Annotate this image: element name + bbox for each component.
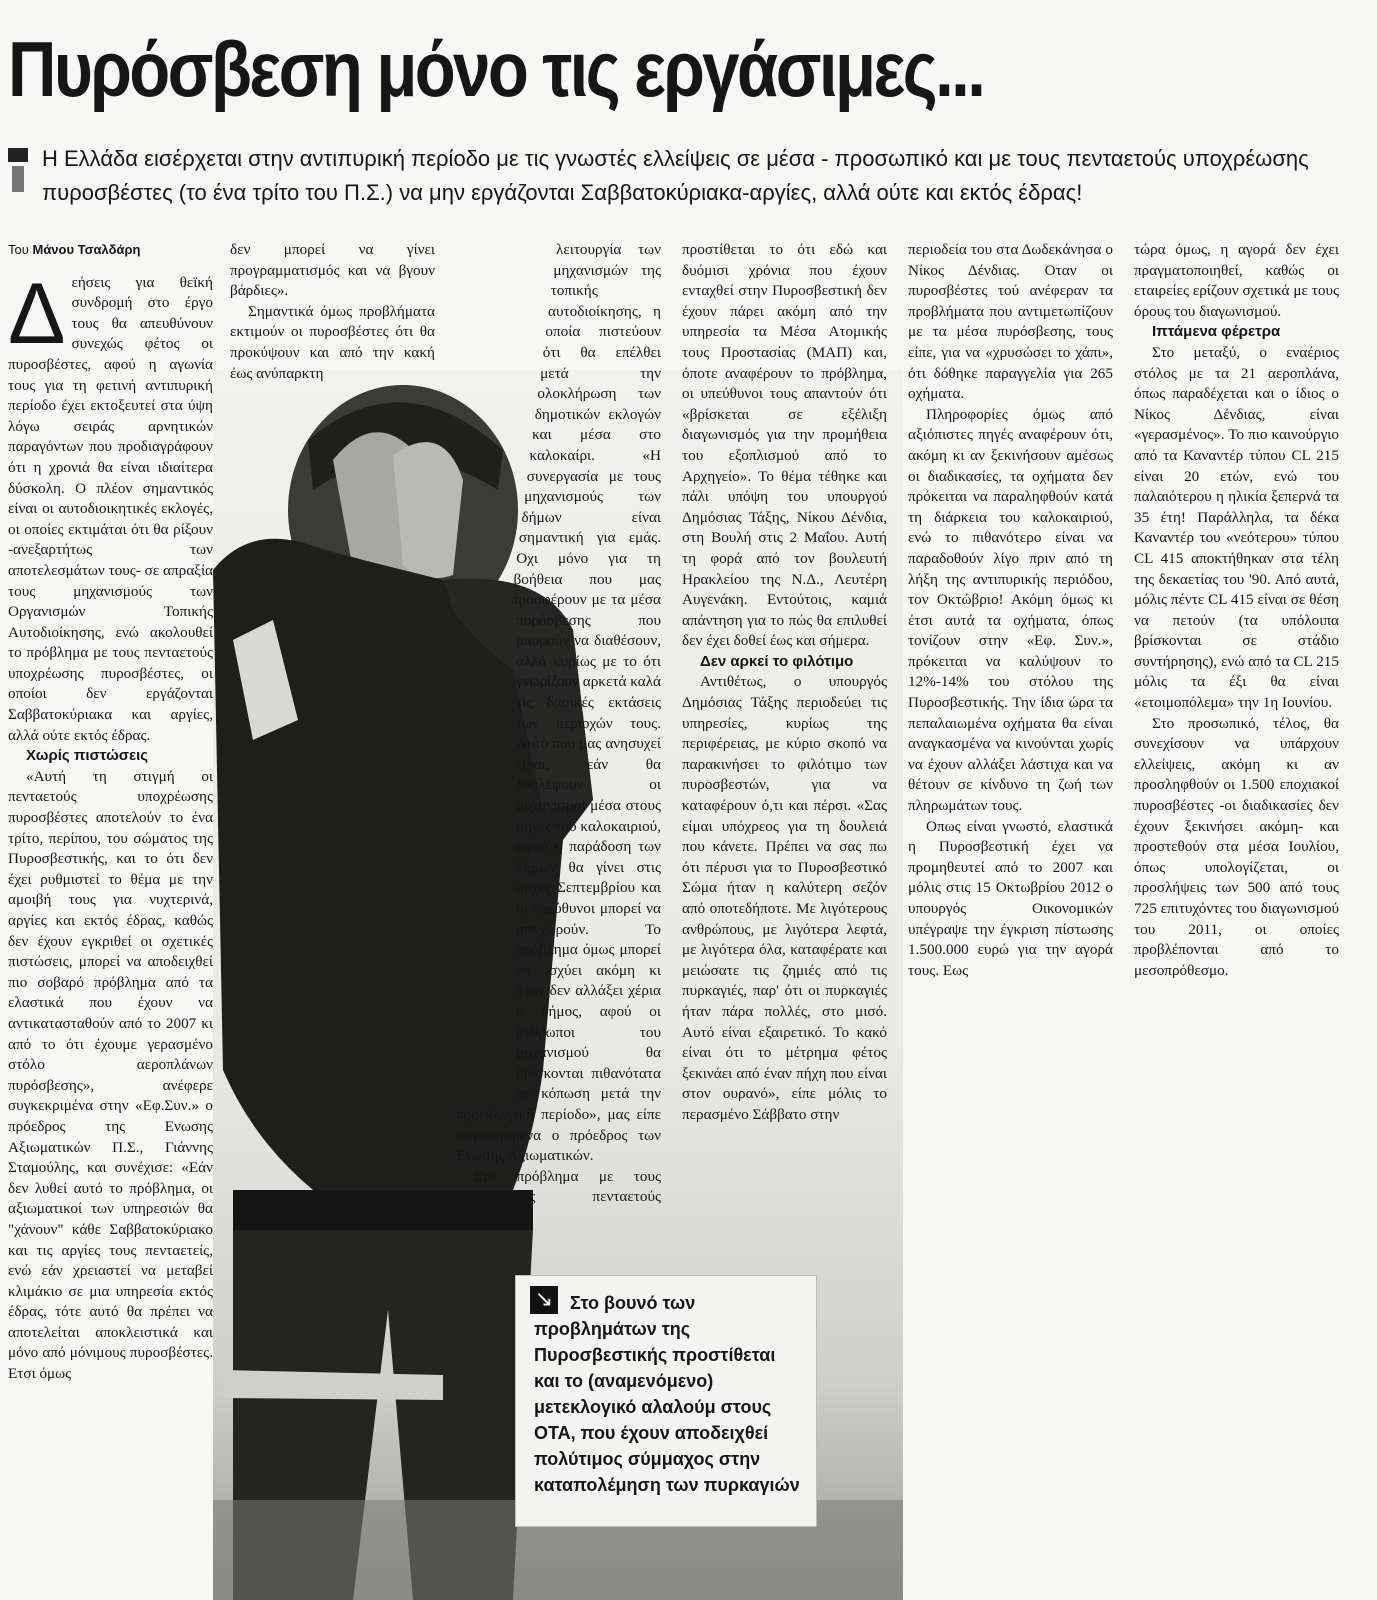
byline-author: Μάνου Τσαλδάρη (32, 242, 141, 257)
article-paragraph: λειτουργία των μηχανισμών της τοπικής αυτοδιοίκησης, η οποία πιστεύουν ότι θα επέλθει μετά την ολοκλήρωση των δημοτικών εκλογών και μέσα στο καλοκαίρι. «Η συνεργασία με τους μηχανισμούς των δήμων είναι σημαντική για εμάς. Οχι μόνο για τη βοήθεια που μας προσφέρουν με τα μέσα πυρόσβεσης που μπορούν να διαθέσουν, αλλά κυρίως με το ότι γνωρίζουν αρκετά καλά τις δασικές εκτάσεις των περιοχών τους. Αυτό που μας ανησυχεί είναι, εάν θα δουλέψουν οι μηχανισμοί μέσα στους μήνες του καλοκαιριού, αφού η παράδοση των δήμων θα γίνει στις αρχές Σεπτεμβρίου και οι υπεύθυνοι μπορεί να αποχωρούν. Το πρόβλημα όμως μπορεί να ισχύει ακόμη κι όταν δεν αλλάξει χέρια ο δήμος, αφού οι άνθρωποι του μηχανισμού θα βρίσκονται πιθανότατα σε κόπωση μετά την προεκλογική περίοδο», μας είπε συγκεκριμένα ο πρόεδρος των Ενωσης Αξιωματικών. (456, 241, 661, 1165)
article-paragraph: τώρα όμως, η αγορά δεν έχει πραγματοποιηθεί, καθώς οι εταιρείες ερίζουν σχετικά με τους όρους του διαγωνισμού. (1134, 241, 1339, 320)
column-4 (682, 240, 887, 1126)
byline (8, 240, 213, 261)
article-paragraph: Πληροφορίες όμως από αξιόπιστες πηγές αναφέρουν ότι, ακόμη κι αν ξεκινήσουν αμέσως οι διαδικασίες, τα οχήματα δεν πρόκειται να παραληφθούν κατά τη διάρκεια του καλοκαιριού, ενώ το πιθανότερο είναι να παραδοθούν λίγο πριν από τη λήξη της αντιπυρικής περιόδου, τον Οκτώβριο! Ακόμη όμως κι έτσι αυτά τα οχήματα, όπως τονίζουν στην «Εφ. Συν.», πρόκειται να καλύψουν το 12%-14% του στόλου της Πυροσβεστικής. Την ίδια ώρα τα πεπαλαιωμένα οχήματα θα είναι αναγκασμένα να κινούνται χωρίς να έχουν αλλάξει λάστιχα και να θέτουν σε κίνδυνο τη ζωή των πληρωμάτων τους. (908, 405, 1113, 815)
article-paragraph: Σημαντικά όμως προβλήματα εκτιμούν οι πυροσβέστες ότι θα προκύψουν και από την κακή έως ανύπαρκτη (230, 302, 435, 382)
deck: Η Ελλάδα εισέρχεται στην αντιπυρική περίοδο με τις γνωστές ελλείψεις σε μέσα - προσωπικό και με τους πενταετούς υποχρέωσης πυροσβέστες (το ένα τρίτο του Π.Σ.) να μην εργάζονται Σαββατοκύριακα-αργίες, αλλά ούτε και εκτός έδρας! (42, 146, 1309, 205)
article-paragraph: Αντιθέτως, ο υπουργός Δημόσιας Τάξης περιοδεύει τις υπηρεσίες, κυρίως της περιφέρειας, με κύριο σκοπό να παρακινήσει το φιλότιμο των πυροσβεστών, για να καταφέρουν ό,τι και πέρσι. «Σας είμαι υπόχρεος για τη δουλειά που κάνετε. Πρέπει να σας πω ότι πέρυσι για το Πυροσβεστικό Σώμα ήταν η καλύτερη σεζόν από οποτεδήποτε. Με λιγότερους ανθρώπους, με λιγότερα λεφτά, με λιγότερα όλα, καταφέρατε και μειώσατε τις ζημιές από τις πυρκαγιές, παρ' ότι οι πυρκαγιές ήταν πάρα πολλές, στο μισό. Αυτό είναι εξαιρετικό. Το κακό είναι ότι το μέτρημα φέτος ξεκινάει από έναν πήχη που είναι στον ουρανό», είπε μόλις το περασμένο Σάββατο στην (682, 673, 887, 1123)
arrow-down-right-icon: ↘ (530, 1286, 558, 1314)
column-3 (456, 240, 661, 1229)
article-paragraph: Στο μεταξύ, ο εναέριος στόλος με τα 21 αεροπλάνα, όπως παραδέχεται και ο ίδιος ο Νίκος Δένδιας, είναι «γερασμένος». Το πιο καινούργιο από τα Καναντέρ τύπου CL 215 είναι 20 ετών, ενώ του παλαιότερου η ηλικία ξεπερνά τα 35 έτη! Παράλληλα, τα δέκα Καναντέρ του «νεότερου» τύπου CL 415 αποκτήθηκαν στα τέλη της δεκαετίας του '90. Από αυτά, μόλις πέντε CL 415 είναι σε θέση να πετούν (τα υπόλοιπα βρίσκονται σε στάδιο συντήρησης), ενώ από τα CL 215 μόλις τα έξι θα είναι «ετοιμοπόλεμα» την 1η Ιουνίου. (1134, 343, 1339, 712)
pull-quote-text: Στο βουνό των προβλημάτων της Πυροσβεστικής προστίθεται και το (αναμενόμενο) μετεκλογικό αλαλούμ στους ΟΤΑ, που έχουν αποδειχθεί πολύτιμος σύμμαχος στην καταπολέμηση των πυρκαγιών (534, 1293, 800, 1495)
column-2 (230, 240, 435, 384)
article-paragraph: Οπως είναι γνωστό, ελαστικά η Πυροσβεστική έχει να προμηθευτεί από το 2007 και μόλις στις 15 Οκτωβρίου 2012 ο υπουργός Οικονομικών υπέγραψε την έγκριση πίστωσης 1.500.000 ευρώ για την αγορά τους. Εως (908, 817, 1113, 979)
column-1 (8, 240, 213, 1385)
article-paragraph: δεν μπορεί να γίνει προγραμματισμός και να βγουν βάρδιες». (230, 241, 435, 300)
article-paragraph: Στο πρόβλημα με τους πυροσβέστες πενταετούς υποχρέωσης (456, 1167, 661, 1226)
column-5 (908, 240, 1113, 981)
article-paragraph: περιοδεία του στα Δωδεκάνησα ο Νίκος Δένδιας. Οταν οι πυροσβέστες τού ανέφεραν τα προβλήματα που αντιμετωπίζουν με τα μέσα πυρόσβεσης, τους είπε, για να «χρυσώσει το χάπι», ότι δόθηκε παραγγελία για 265 οχήματα. (908, 241, 1113, 403)
subhead-xoris-pistoseis: Χωρίς πιστώσεις (26, 747, 149, 765)
headline: Πυρόσβεση μόνο τις εργάσιμες... (8, 25, 984, 113)
article-intro: εήσεις για θεϊκή συνδρομή στο έργο τους θα απευθύνουν συνεχώς φέτος οι πυροσβέστες, αφού η αγωνία τους για τη φετινή αντιπυρική περίοδο έχει εκτοξευτεί στα ύψη λόγω σειράς αρνητικών παραγόντων που προδιαγράφουν ότι η χρονιά θα είναι ιδιαίτερα δύσκολη. Ο πλέον σημαντικός είναι οι αυτοδιοικητικές εκλογές, οι οποίες εκτιμάται ότι θα ρίξουν -ανεξαρτήτως των αποτελεσμάτων τους- σε απραξία τους μηχανισμούς των Οργανισμών Τοπικής Αυτοδιοίκησης, ενώ ακολουθεί το πρόβλημα με τους πενταετούς υποχρέωσης πυροσβέστες, οι οποίοι δεν εργάζονται Σαββατοκύριακα και αργίες, αλλά ούτε εκτός έδρας. (8, 273, 213, 744)
pull-quote-box (515, 1275, 817, 1527)
article-paragraph: Στο προσωπικό, τέλος, θα συνεχίσουν να υπάρχουν ελλείψεις, ακόμη κι αν προσληφθούν οι 1.500 εποχιακοί πυροσβέστες -οι διαδικασίες δεν έχουν ξεκινήσει ακόμη- και προστεθούν στα μέσα Ιουλίου, όπως υπολογίζεται, οι προσλήψεις των 500 από τους 725 επιτυχόντες του διαγωνισμού του 2011, οι οποίες προβλέπονται από το μεσοπρόθεσμο. (1134, 714, 1339, 979)
byline-prefix: Του (8, 242, 29, 257)
article-paragraph: «Αυτή τη στιγμή οι πενταετούς υποχρέωσης πυροσβέστες αποτελούν το ένα τρίτο, περίπου, του σώματος της Πυροσβεστικής, και το ότι δεν έχει ρυθμιστεί το θέμα με την αμοιβή τους για νυχτερινά, αργίες και εκτός έδρας, καθώς δεν έχουν εγκριθεί οι σχετικές πιστώσεις, μπορεί να αποδειχθεί πιο σοβαρό πρόβλημα από τα ελαστικά που έχουν να αντικατασταθούν από το 2007 κι από το ότι έχουμε γερασμένο στόλο αεροπλάνων πυρόσβεσης», ανέφερε συγκεκριμένα στην «Εφ.Συν.» ο πρόεδρος της Ενωσης Αξιωματικών Π.Σ., Γιάννης Σταμούλης, και συνέχισε: «Εάν δεν λυθεί αυτό το πρόβλημα, οι αξιωματικοί των υπηρεσιών θα "χάνουν" κάθε Σαββατοκύριακο και τις αργίες τους πενταετείς, ενώ εάν χρειαστεί να μεταβεί κλιμάκιο σε μια υπηρεσία εκτός έδρας, τότε αυτό θα πρέπει να αποτελείται αποκλειστικά και μόνο από μόνιμους πυροσβέστες. Ετσι όμως (8, 767, 213, 1383)
subhead-iptamena-feretra: Ιπτάμενα φέρετρα (1152, 323, 1281, 341)
dropcap: Δ (8, 265, 66, 362)
column-6 (1134, 240, 1339, 981)
subhead-den-arkei: Δεν αρκεί το φιλότιμο (700, 652, 854, 670)
deck-marker-icon (8, 148, 28, 192)
article-paragraph: προστίθεται το ότι εδώ και δυόμισι χρόνια που έχουν ενταχθεί στην Πυροσβεστική δεν έχουν πάρει ακόμη από την υπηρεσία τα Μέσα Ατομικής τους Προστασίας (ΜΑΠ) και, όποτε αναφέρουν το πρόβλημα, οι υπεύθυνοι τους απαντούν ότι «βρίσκεται σε εξέλιξη διαγωνισμός για την προμήθεια του εξοπλισμού από το Αρχηγείο». Το θέμα τέθηκε και πάλι υπόψη του υπουργού Δημόσιας Τάξης, Νίκου Δένδια, στη Βουλή στις 2 Μαΐου. Αυτή τη φορά από τον βουλευτή Ηρακλείου της Ν.Δ., Λευτέρη Αυγενάκη. Εντούτοις, καμιά απάντηση για το πώς θα επιλυθεί δεν έχει δοθεί έως και σήμερα. (682, 241, 887, 650)
